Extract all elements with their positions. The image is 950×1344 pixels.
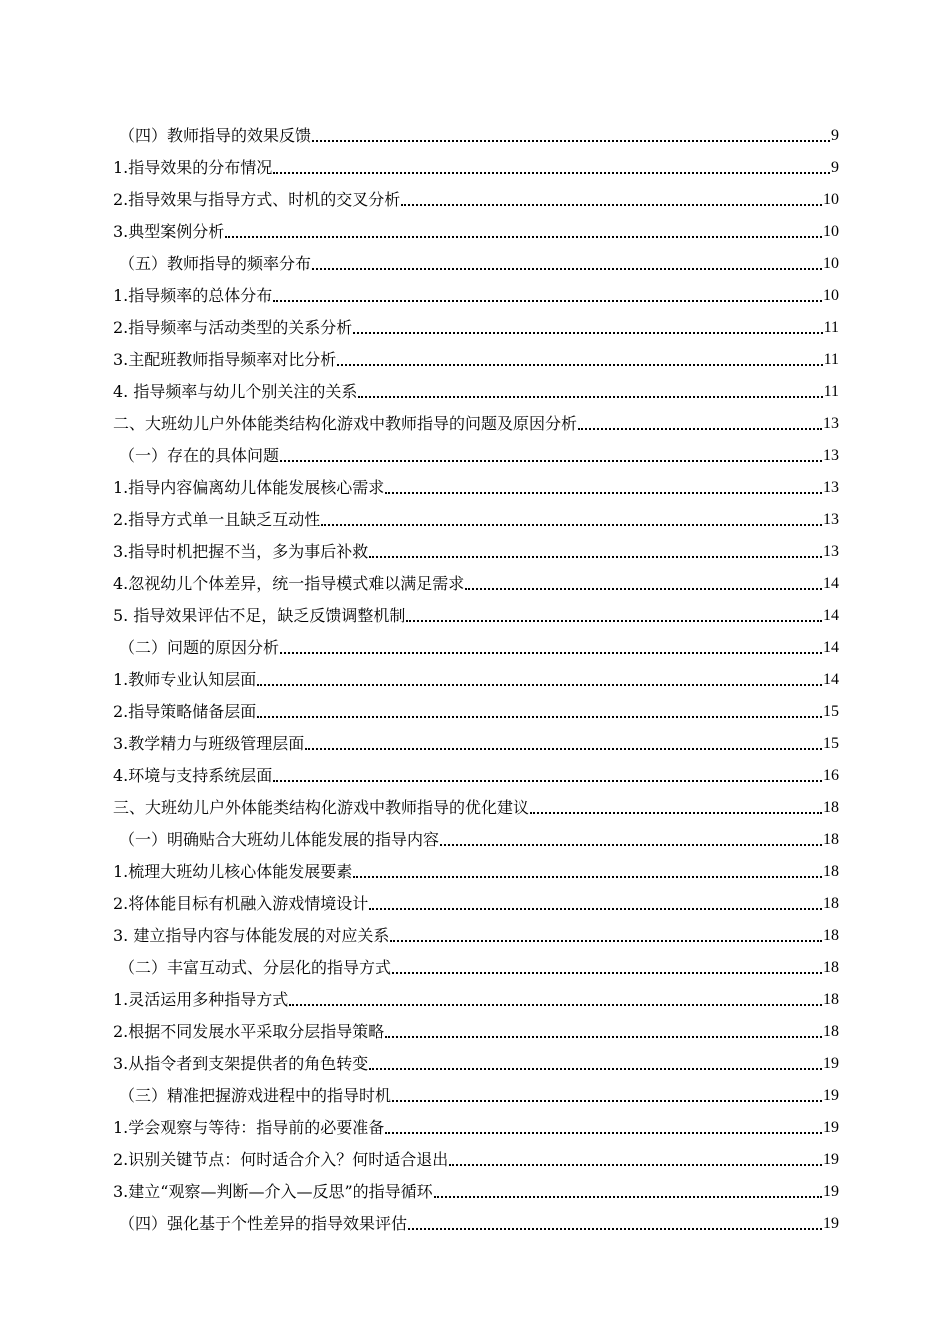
toc-dot-leader [408,1214,822,1230]
toc-page-number: 10 [823,287,839,304]
toc-entry[interactable] [113,626,839,658]
toc-entry-title: 1.指导内容偏离幼儿体能发展核心需求 [113,478,385,497]
toc-dot-leader [358,382,822,398]
toc-dot-leader [312,254,822,270]
toc-entry-title: 3.指导时机把握不当，多为事后补救 [113,542,369,561]
toc-page-number: 13 [823,447,839,464]
toc-entry-title: （二）问题的原因分析 [119,638,280,657]
toc-page-number: 14 [823,575,839,592]
toc-page-number: 13 [823,479,839,496]
toc-dot-leader [305,734,822,750]
toc-page-number: 11 [823,319,839,336]
toc-page-number: 19 [823,1215,839,1232]
toc-dot-leader [273,766,822,782]
toc-page-number: 19 [823,1055,839,1072]
toc-page-number: 18 [823,799,839,816]
toc-dot-leader [465,574,822,590]
toc-dot-leader [385,1118,822,1134]
toc-page-number: 18 [823,895,839,912]
toc-dot-leader [392,958,822,974]
toc-entry-title: 1.梳理大班幼儿核心体能发展要素 [113,862,353,881]
toc-page-number: 11 [823,351,839,368]
toc-entry[interactable] [113,146,839,178]
toc-page-number: 18 [823,959,839,976]
toc-entry[interactable] [113,466,839,498]
toc-dot-leader [225,222,822,238]
toc-entry[interactable] [113,1170,839,1202]
toc-dot-leader [337,350,822,366]
toc-entry[interactable] [113,1074,839,1106]
toc-entry[interactable] [113,242,839,274]
toc-dot-leader [434,1182,822,1198]
toc-entry-title: 1.指导频率的总体分布 [113,286,273,305]
toc-dot-leader [312,126,830,142]
toc-entry[interactable] [113,1042,839,1074]
toc-entry-title: 4.环境与支持系统层面 [113,766,273,785]
toc-entry-title: 3. 建立指导内容与体能发展的对应关系 [113,926,390,945]
toc-entry-title: （三）精准把握游戏进程中的指导时机 [119,1086,392,1105]
toc-page-number: 18 [823,863,839,880]
toc-dot-leader [353,862,822,878]
toc-entry[interactable] [113,562,839,594]
toc-page-number: 14 [823,607,839,624]
toc-entry-title: 2.指导频率与活动类型的关系分析 [113,318,353,337]
toc-entry[interactable] [113,882,839,914]
toc-entry-title: （四）教师指导的效果反馈 [119,126,312,145]
toc-page-number: 19 [823,1119,839,1136]
toc-entry-title: 1.学会观察与等待：指导前的必要准备 [113,1118,385,1137]
toc-dot-leader [280,446,822,462]
toc-entry[interactable] [113,914,839,946]
toc-entry[interactable] [113,306,839,338]
toc-entry-title: 3.主配班教师指导频率对比分析 [113,350,337,369]
toc-dot-leader [401,190,822,206]
toc-dot-leader [392,1086,822,1102]
toc-dot-leader [449,1150,822,1166]
toc-entry[interactable] [113,530,839,562]
toc-entry-title: 3.建立“观察—判断—介入—反思”的指导循环 [113,1182,433,1201]
toc-entry[interactable] [113,498,839,530]
toc-entry[interactable] [113,594,839,626]
toc-page-number: 10 [823,191,839,208]
toc-page-number: 10 [823,255,839,272]
toc-page-number: 18 [823,927,839,944]
toc-entry[interactable] [113,850,839,882]
toc-page-number: 13 [823,543,839,560]
toc-dot-leader [385,478,822,494]
toc-page-number: 16 [823,767,839,784]
toc-entry-title: 2.识别关键节点：何时适合介入？何时适合退出 [113,1150,449,1169]
toc-entry-title: 4.忽视幼儿个体差异，统一指导模式难以满足需求 [113,574,465,593]
toc-entry[interactable] [113,178,839,210]
toc-page-number: 14 [823,639,839,656]
toc-page-number: 19 [823,1087,839,1104]
toc-page-number: 10 [823,223,839,240]
toc-dot-leader [578,414,822,430]
toc-entry-title: （四）强化基于个性差异的指导效果评估 [119,1214,408,1233]
toc-entry[interactable] [113,786,839,818]
toc-entry[interactable] [113,722,839,754]
toc-entry[interactable] [113,690,839,722]
toc-dot-leader [369,1054,822,1070]
toc-entry-title: 2.将体能目标有机融入游戏情境设计 [113,894,369,913]
toc-page-number: 13 [823,511,839,528]
toc-page-number: 11 [823,383,839,400]
toc-page-number: 14 [823,671,839,688]
toc-entry-title: 2.指导效果与指导方式、时机的交叉分析 [113,190,401,209]
toc-entry-title: 3.典型案例分析 [113,222,225,241]
toc-dot-leader [369,542,822,558]
toc-dot-leader [440,830,822,846]
toc-entry-title: （一）明确贴合大班幼儿体能发展的指导内容 [119,830,440,849]
toc-entry-title: 4. 指导频率与幼儿个别关注的关系 [113,382,358,401]
toc-entry-title: 三、大班幼儿户外体能类结构化游戏中教师指导的优化建议 [113,798,530,817]
toc-entry[interactable] [113,434,839,466]
toc-entry[interactable] [113,1138,839,1170]
toc-dot-leader [353,318,822,334]
toc-page-number: 19 [823,1151,839,1168]
toc-dot-leader [321,510,822,526]
toc-entry-title: （五）教师指导的频率分布 [119,254,312,273]
toc-dot-leader [390,926,822,942]
toc-entry[interactable] [113,658,839,690]
toc-entry[interactable] [113,978,839,1010]
toc-entry[interactable] [113,402,839,434]
toc-entry[interactable] [113,1202,839,1234]
toc-entry[interactable] [113,818,839,850]
toc-entry-title: 5. 指导效果评估不足，缺乏反馈调整机制 [113,606,406,625]
toc-entry[interactable] [113,1010,839,1042]
toc-entry-title: 3.教学精力与班级管理层面 [113,734,305,753]
toc-dot-leader [280,638,822,654]
toc-dot-leader [369,894,822,910]
toc-entry-title: （二）丰富互动式、分层化的指导方式 [119,958,392,977]
toc-dot-leader [530,798,822,814]
toc-entry-title: 1.灵活运用多种指导方式 [113,990,289,1009]
toc-dot-leader [406,606,822,622]
toc-page-number: 18 [823,1023,839,1040]
toc-entry[interactable] [113,274,839,306]
toc-entry[interactable] [113,1106,839,1138]
toc-entry-title: 二、大班幼儿户外体能类结构化游戏中教师指导的问题及原因分析 [113,414,578,433]
toc-page-number: 15 [823,735,839,752]
table-of-contents [113,114,839,1234]
toc-page-number: 18 [823,991,839,1008]
toc-entry-title: 2.指导方式单一且缺乏互动性 [113,510,321,529]
toc-entry[interactable] [113,946,839,978]
toc-page-number: 15 [823,703,839,720]
toc-dot-leader [289,990,822,1006]
toc-page-number: 9 [831,127,839,144]
toc-entry-title: （一）存在的具体问题 [119,446,280,465]
toc-dot-leader [257,702,822,718]
toc-entry-title: 2.根据不同发展水平采取分层指导策略 [113,1022,385,1041]
toc-dot-leader [385,1022,822,1038]
toc-dot-leader [273,286,822,302]
toc-entry-title: 3.从指令者到支架提供者的角色转变 [113,1054,369,1073]
toc-page-number: 18 [823,831,839,848]
toc-entry[interactable] [113,754,839,786]
toc-page-number: 19 [823,1183,839,1200]
toc-entry[interactable] [113,338,839,370]
toc-entry-title: 2.指导策略储备层面 [113,702,257,721]
toc-entry[interactable] [113,114,839,146]
toc-page-number: 13 [823,415,839,432]
toc-dot-leader [273,158,830,174]
toc-entry-title: 1.指导效果的分布情况 [113,158,273,177]
toc-entry[interactable] [113,210,839,242]
toc-entry-title: 1.教师专业认知层面 [113,670,257,689]
toc-dot-leader [257,670,822,686]
toc-entry[interactable] [113,370,839,402]
toc-page-number: 9 [831,159,839,176]
